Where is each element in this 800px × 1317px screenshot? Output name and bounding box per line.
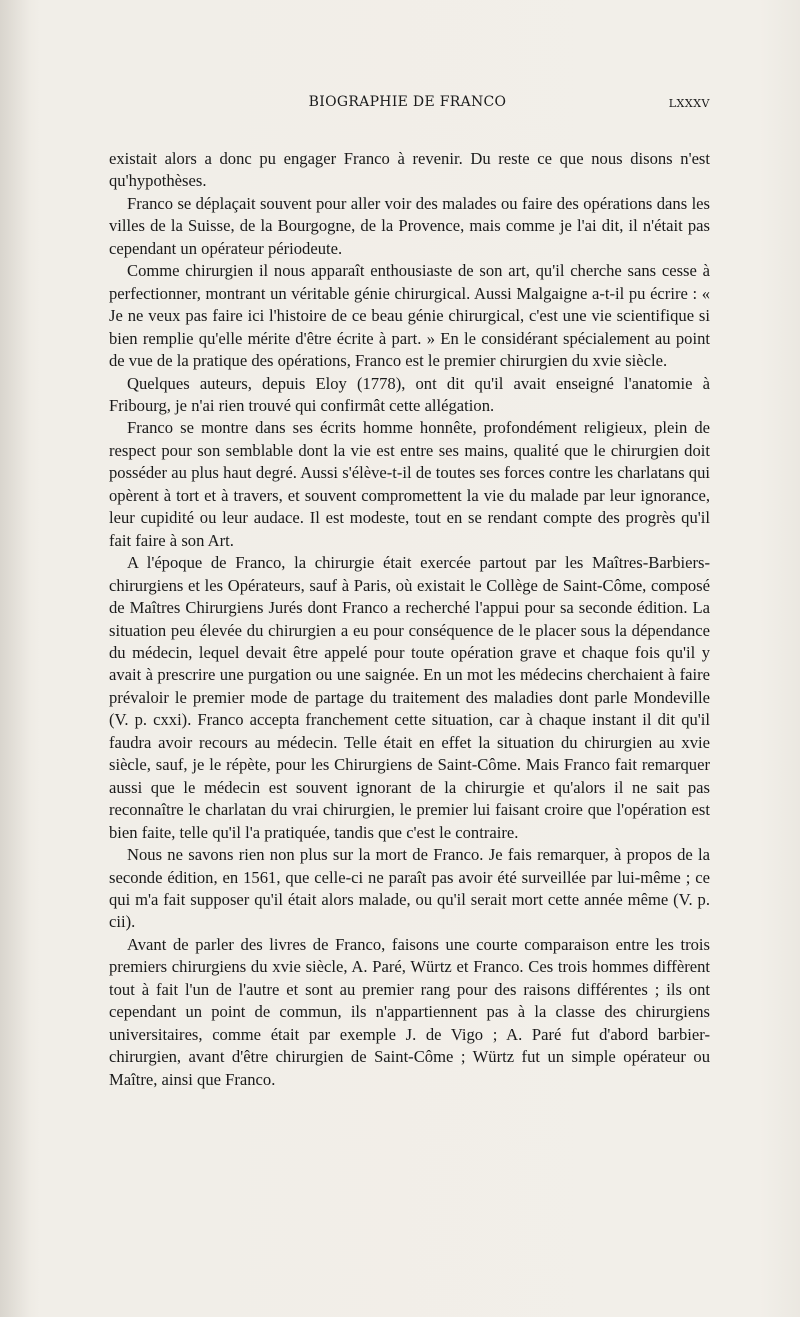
page-edge-shadow [0, 0, 30, 1317]
paragraph: Avant de parler des livres de Franco, faisons une courte comparaison entre les trois premiers chirurgiens du xvie siècle, A. Paré, Würtz et Franco. Ces trois hommes diffèrent tout à fait l'un de l'autre et sont au premier rang pour des raisons différentes ; ils ont cependant un point de commun, ils n'appartiennent pas à la classe des chirurgiens universitaires, comme était par exemple J. de Vigo ; A. Paré fut d'abord barbier-chirurgien, avant d'être chirurgien de Saint-Côme ; Würtz fut un simple opérateur ou Maître, ainsi que Franco. [109, 934, 710, 1089]
page-header [105, 94, 710, 116]
paragraph: Franco se déplaçait souvent pour aller voir des malades ou faire des opérations dans les villes de la Suisse, de la Bourgogne, de la Provence, mais comme je l'ai dit, il n'était pas cependant un opérateur périodeute. [109, 193, 710, 258]
page-number: LXXXV [668, 97, 710, 110]
running-title: BIOGRAPHIE DE FRANCO [308, 94, 507, 110]
paragraph: A l'époque de Franco, la chirurgie était exercée partout par les Maîtres-Barbiers-chirurgiens et les Opérateurs, sauf à Paris, où existait le Collège de Saint-Côme, composé de Maîtres Chirurgiens Jurés dont Franco a recherché l'appui pour sa seconde édition. La situation peu élevée du chirurgien a eu pour conséquence de le placer sous la dépendance du médecin, lequel devait être appelé pour toute opération grave et chaque fois qu'il y avait à prescrire une purgation ou une saignée. En un mot les médecins cherchaient à faire prévaloir le premier mode de partage du traitement des maladies dont parle Mondeville (V. p. cxxi). Franco accepta franchement cette situation, car à chaque instant il dit qu'il faudra avoir recours au médecin. Telle était en effet la situation du chirurgien au xvie siècle, sauf, je le répète, pour les Chirurgiens de Saint-Côme. Mais Franco fait remarquer aussi que le médecin est souvent ignorant de la chirurgie et qu'alors il ne sait pas reconnaître le charlatan du vrai chirurgien, le premier lui faisant croire que l'opération est bien faite, telle qu'il l'a pratiquée, tandis que c'est le contraire. [109, 553, 710, 842]
paragraph: Franco se montre dans ses écrits homme honnête, profondément religieux, plein de respect pour son semblable dont la vie est entre ses mains, qualité que le chirurgien doit posséder au plus haut degré. Aussi s'élève-t-il de toutes ses forces contre les charlatans qui opèrent à tort et à travers, et souvent compromettent la vie du malade par leur ignorance, leur cupidité ou leur audace. Il est modeste, tout en se rendant compte des progrès qu'il fait faire à son Art. [109, 418, 710, 550]
paragraph: Nous ne savons rien non plus sur la mort de Franco. Je fais remarquer, à propos de la seconde édition, en 1561, que celle-ci ne paraît pas avoir été surveillée par lui-même ; ce qui m'a fait supposer qu'il était alors malade, ou qu'il serait mort cette année même (V. p. cii). [109, 845, 710, 932]
body-text [109, 148, 710, 1091]
paragraph: existait alors a donc pu engager Franco à revenir. Du reste ce que nous disons n'est qu'hypothèses. [109, 149, 710, 191]
paragraph: Quelques auteurs, depuis Eloy (1778), ont dit qu'il avait enseigné l'anatomie à Fribourg, je n'ai rien trouvé qui confirmât cette allégation. [109, 373, 710, 415]
paragraph: Comme chirurgien il nous apparaît enthousiaste de son art, qu'il cherche sans cesse à perfectionner, montrant un véritable génie chirurgical. Aussi Malgaigne a-t-il pu écrire : « Je ne veux pas faire ici l'histoire de ce beau génie chirurgical, c'est une vie scientifique si bien remplie qu'elle mérite d'être écrite à part. » En le considérant spécialement au point de vue de la pratique des opérations, Franco est le premier chirurgien du xvie siècle. [109, 261, 710, 371]
